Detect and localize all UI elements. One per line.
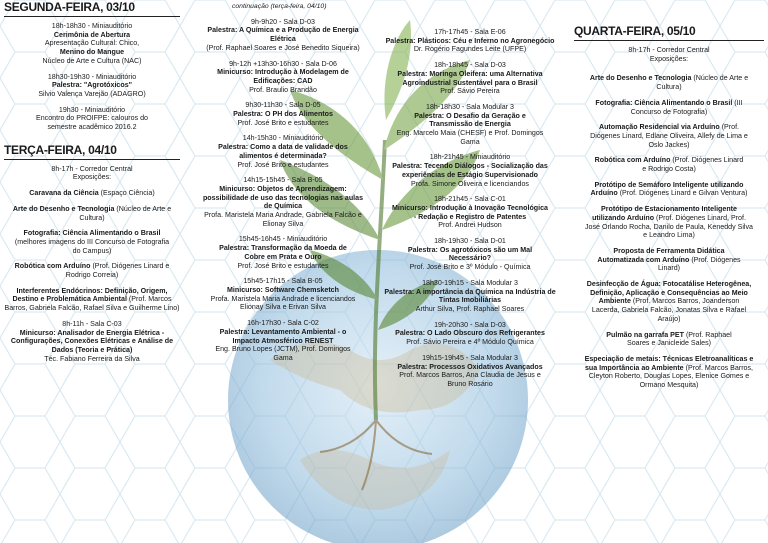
exhibition-title: Caravana da Ciência — [29, 189, 99, 198]
exhibitions-intro — [4, 165, 180, 182]
event-time: 14h-15h30 - Miniauditório — [242, 134, 324, 143]
event-time: 8h-11h - Sala C-03 — [62, 319, 122, 328]
exhibition-item — [574, 181, 764, 198]
event-monday-2 — [4, 73, 180, 99]
column-monday-tuesday — [4, 0, 180, 543]
exhibition-item — [574, 355, 764, 390]
event-item — [384, 279, 556, 314]
exhibition-detail: (Prof. Diógenes Linard e Rodrigo Correia) — [65, 262, 170, 280]
event-monday-3 — [4, 106, 180, 132]
event-item — [384, 103, 556, 147]
event-speaker: Arthur Silva, Prof. Raphael Soares — [415, 304, 525, 313]
exhibition-title: Especiação de metais: Técnicas Eletroanalíticas e sua Importância ao Ambiente — [584, 354, 754, 372]
exhibition-detail: (Prof. Marcos Barros, Joanderson Lacerda, Gabriela Falcão, Jonatas Silva e Rafael Araújo) — [591, 297, 747, 323]
event-item — [384, 237, 556, 272]
event-title: Palestra: Plásticos: Céu e Inferno no Agronegócio — [385, 36, 555, 45]
event-time: 18h-19h30 - Sala D-01 — [434, 237, 506, 246]
exhibition-title: Desinfecção de Água: Fotocatálise Heterogênea, Definição, Aplicação e Consequências ao Meio Ambiente — [586, 280, 752, 306]
day-header-wednesday: QUARTA-FEIRA, 05/10 — [574, 24, 764, 41]
event-time: 16h-17h30 - Sala C-02 — [247, 319, 319, 328]
event-speaker: Prof. José Brito e estudantes — [237, 160, 329, 169]
exhibition-detail: (Prof. Diógenes Linard e Rodrigo Costa) — [642, 156, 744, 174]
event-item — [384, 61, 556, 96]
event-item — [194, 101, 372, 127]
event-title: Palestra: Tecendo Diálogos - Socialização das experiências de Estágio Supervisionado — [392, 162, 548, 179]
event-time: 15h45-16h45 - Miniauditório — [238, 235, 328, 244]
event-time: 18h-18h30 - Miniauditório — [51, 22, 133, 30]
column-tuesday-evening — [384, 0, 556, 543]
exhibition-detail: (Núcleo de Arte e Cultura) — [79, 204, 172, 222]
exhibition-item — [574, 156, 764, 173]
exhibition-item — [4, 262, 180, 279]
event-item — [384, 321, 556, 347]
event-line: Exposições: — [72, 173, 112, 182]
exhibition-title: Robótica com Arduíno — [14, 262, 91, 271]
exhibition-detail: (III Concurso de Fotografia) — [630, 98, 743, 116]
column-wednesday — [574, 0, 764, 543]
event-speaker: Prof. Sávio Pereira — [440, 87, 500, 96]
event-title: Palestra: O Desafio da Geração e Transmissão de Energia — [414, 111, 526, 129]
exhibition-item — [574, 331, 764, 348]
event-time: 14h15-15h45 - Sala B-05 — [243, 176, 323, 185]
column-tuesday-continued — [194, 0, 372, 543]
exhibition-title: Fotografia: Ciência Alimentando o Brasil — [23, 229, 161, 238]
exhibition-detail: (Prof. Diógenes Linard) — [657, 255, 741, 273]
event-time: 9h30-11h30 - Sala D-05 — [245, 101, 321, 110]
event-item — [194, 60, 372, 95]
event-time: 19h15-19h45 - Sala Modular 3 — [422, 353, 518, 362]
event-speaker: Prof. Sávio Pereira e 4º Módulo Química — [406, 338, 534, 347]
event-speaker: Prof. José Brito e 3º Módulo - Química — [409, 263, 531, 272]
exhibition-detail: (Prof. Marcos Barros, Cleyton Roberto, Douglas Lopes, Elenice Gomes e Ormano Mesquita) — [588, 363, 754, 390]
event-title: Palestra: O PH dos Alimentos — [233, 110, 333, 119]
event-line: Núcleo de Arte e Cultura (NAC) — [42, 56, 142, 65]
exhibition-title: Automação Residencial via Arduíno — [598, 123, 720, 132]
event-time: 18h-18h30 - Sala Modular 3 — [426, 102, 514, 111]
exhibition-item — [574, 280, 764, 324]
exhibition-item — [4, 229, 180, 255]
exhibition-detail: (Espaço Ciência) — [98, 189, 155, 198]
event-title: Palestra: Moringa Oleifera: uma Alternativa Agroindustrial Sustentável para o Brasil — [397, 69, 543, 87]
event-title: Palestra: "Agrotóxicos" — [51, 81, 133, 90]
event-title: Minicurso: Software Chemsketch — [227, 285, 339, 294]
day-header-monday: SEGUNDA-FEIRA, 03/10 — [4, 0, 180, 17]
event-speaker: Profa. Simone Oliveira e licenciandos — [411, 179, 529, 188]
event-time: 18h-18h45 - Sala D-03 — [434, 61, 506, 70]
event-item — [194, 176, 372, 228]
day-header-tuesday: TERÇA-FEIRA, 04/10 — [4, 143, 180, 160]
event-speaker: Prof. José Brito e estudantes — [237, 118, 329, 127]
event-item — [384, 195, 556, 230]
event-item — [384, 28, 556, 54]
event-speaker: Prof. Marcos Barros, Ana Claudia de Jesus e Bruno Rosário — [399, 371, 541, 388]
exhibition-detail: (Prof. Marcos Barros, Gabriela Falcão, Rafael Silva e Guilherme Lino) — [4, 295, 180, 313]
event-item — [194, 277, 372, 312]
event-title: Minicurso: Introdução à Inovação Tecnológica - Redação e Registro de Patentes — [392, 203, 548, 221]
event-title: Palestra: Processos Oxidativos Avançados — [397, 362, 543, 371]
exhibition-title: Arte do Desenho e Tecnologia — [589, 74, 692, 83]
event-time: 18h30-19h15 - Sala Modular 3 — [422, 278, 518, 287]
exhibition-title: Proposta de Ferramenta Didática Automatizada com Arduíno — [597, 246, 725, 264]
exhibition-detail: (Prof. Diógenes Linard e Gilvan Ventura) — [617, 189, 748, 198]
event-line: Menino do Mangue — [59, 48, 125, 57]
exhibition-item — [4, 189, 180, 198]
event-time: 15h45-17h15 - Sala B-05 — [243, 277, 323, 286]
event-title: Palestra: Levantamento Ambiental - o Impacto Atmosférico RENEST — [219, 327, 347, 345]
event-time: 17h-17h45 - Sala E-06 — [434, 28, 506, 36]
event-time: 19h30 - Miniauditório — [58, 105, 126, 114]
event-item — [384, 354, 556, 389]
event-title: Palestra: Transformação da Moeda de Cobre em Prata e Ouro — [219, 244, 347, 261]
exhibition-title: Protótipo de Estacionamento Inteligente utilizando Arduíno — [592, 205, 737, 222]
event-time: 9h-9h20 - Sala D-03 — [251, 17, 315, 26]
event-tuesday-minicourse — [4, 320, 180, 364]
event-title: Cerimônia de Abertura — [53, 30, 131, 39]
exhibition-item — [574, 99, 764, 116]
exhibition-detail: (Prof. Diógenes Linard, Prof. José Orlando Rocha, Danilo de Paula, Keneddy Silva e Leandro Lima) — [585, 213, 753, 240]
event-time: 8h-17h - Corredor Central — [628, 46, 710, 54]
exhibition-detail: (melhores imagens do III Concurso de Fotografia do Campus) — [14, 237, 170, 255]
event-speaker: Profa. Maristela Maria Andrade, Gabriela Falcão e Elionay Silva — [204, 211, 362, 228]
continuation-note: continuação (terça-feira, 04/10) — [232, 3, 327, 10]
event-speaker: Eng. Bruno Lopes (JCTM), Prof. Domingos Gama — [215, 345, 351, 362]
exhibition-title: Pulmão na garrafa PET — [606, 330, 684, 339]
event-line: Exposições: — [649, 54, 689, 63]
exhibition-title: Protótipo de Semáforo Inteligente utilizando Arduíno — [590, 180, 744, 198]
exhibition-item — [574, 123, 764, 149]
exhibition-title: Fotografia: Ciência Alimentando o Brasil — [595, 98, 733, 107]
event-title: Palestra: O Lado Obscuro dos Refrigerantes — [395, 329, 545, 338]
event-speaker: Prof. Andrei Hudson — [438, 221, 502, 230]
event-speaker: Dr. Rogério Fagundes Leite (UFPE) — [413, 45, 527, 54]
exhibition-detail: (Prof. Raphael Soares e Janicleide Sales) — [627, 330, 732, 348]
exhibition-title: Robótica com Arduíno — [594, 156, 671, 165]
event-time: 19h-20h30 - Sala D-03 — [434, 320, 506, 329]
event-time: 8h-17h - Corredor Central — [51, 164, 133, 173]
event-time: 18h30-19h30 - Miniauditório — [47, 72, 137, 81]
exhibition-title: Arte do Desenho e Tecnologia — [12, 204, 115, 213]
exhibition-item — [574, 247, 764, 273]
event-title: Palestra: A Química e a Produção de Energia Elétrica — [207, 26, 359, 44]
exhibition-item — [4, 205, 180, 222]
exhibition-detail: (Prof. Diógenes Linard, Edlane Oliveira, Allefy de Lima e Oslo Jackes) — [590, 123, 748, 149]
event-time: 18h-21h45 - Sala C-01 — [434, 195, 506, 204]
event-line: Silvio Valença Varejão (ADAGRO) — [38, 89, 146, 98]
event-time: 9h-12h +13h30-16h30 - Sala D-06 — [229, 59, 337, 68]
event-speaker: (Prof. Raphael Soares e José Benedito Siqueira) — [206, 43, 360, 52]
event-line: Encontro do PROIFPE: calouros do — [36, 114, 148, 123]
event-title: Minicurso: Analisador de Energia Elétrica - Configurações, Conexões Elétricas e Análise de Dados (Teoria e Prática) — [10, 328, 174, 354]
event-speaker: Prof. José Brito e estudantes — [237, 261, 329, 270]
exhibitions-intro — [574, 46, 764, 63]
event-item — [194, 319, 372, 363]
event-title: Palestra: A importância da Química na Indústria de Tintas Imobiliárias — [384, 287, 556, 305]
exhibition-item — [4, 287, 180, 313]
event-item — [194, 235, 372, 270]
event-title: Minicurso: Introdução à Modelagem de Edificações: CAD — [217, 68, 349, 85]
event-speaker: Prof. Braulio Brandão — [249, 85, 317, 94]
event-line: Apresentação Cultural: Chico, — [44, 39, 140, 48]
event-speaker: Eng. Marcelo Maia (CHESF) e Prof. Domingos Gama — [396, 129, 544, 146]
exhibition-title: Interferentes Endócrinos: Definição, Origem, Destino e Problemática Ambiental — [12, 286, 168, 304]
exhibition-detail: (Núcleo de Arte e Cultura) — [656, 74, 749, 92]
event-item — [384, 153, 556, 188]
exhibition-item — [574, 205, 764, 240]
exhibition-item — [574, 74, 764, 91]
event-monday-1 — [4, 22, 180, 66]
event-item — [194, 134, 372, 169]
event-title: Minicurso: Objetos de Aprendizagem: possibilidade de uso das tecnologias nas aulas de Química — [202, 184, 364, 211]
event-title: Palestra: Como a data de validade dos alimentos é determinada? — [218, 143, 348, 160]
event-speaker: Profa. Maristela Maria Andrade e licenciandos Elionay Silva e Erivan Silva — [210, 294, 356, 312]
event-title: Palestra: Os agrotóxicos são um Mal Necessário? — [407, 245, 533, 263]
event-line: semestre acadêmico 2016.2 — [47, 123, 137, 132]
event-time: 18h-21h45 - Miniauditório — [429, 153, 511, 162]
event-speaker: Téc. Fabiano Ferreira da Silva — [44, 354, 140, 363]
event-item — [194, 18, 372, 53]
